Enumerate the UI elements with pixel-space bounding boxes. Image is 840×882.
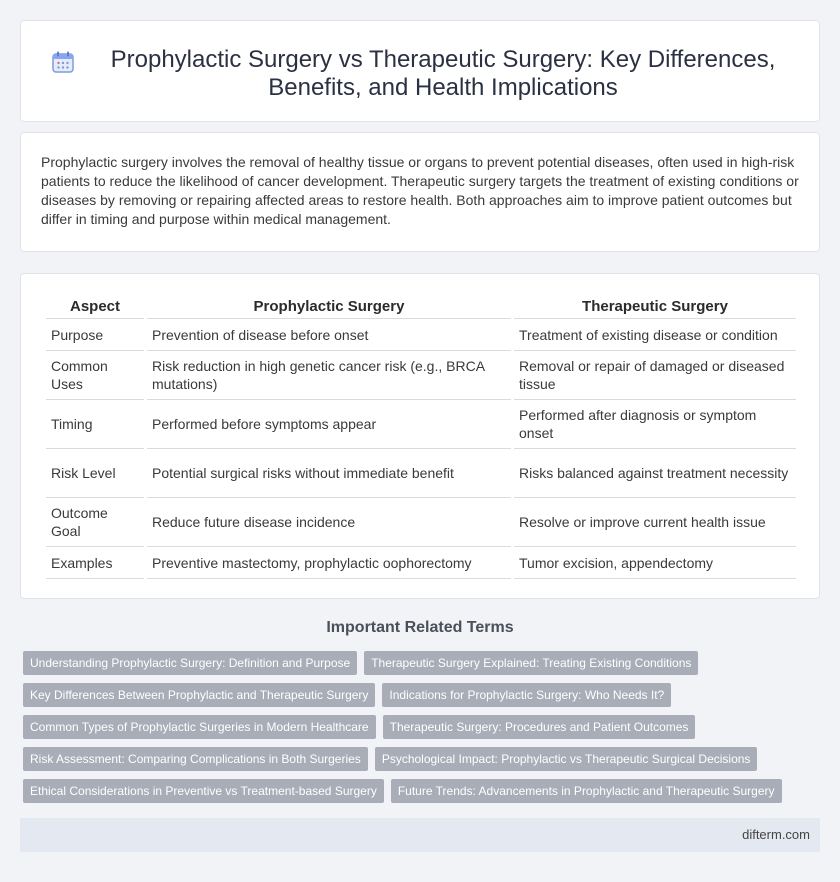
- related-terms-list: [20, 651, 820, 811]
- table-row: [46, 449, 796, 498]
- table-cell-therapeutic: Removal or repair of damaged or diseased tissue: [514, 351, 796, 400]
- comparison-table-card: [20, 273, 820, 599]
- table-cell-aspect: Risk Level: [46, 449, 144, 498]
- table-cell-therapeutic: Tumor excision, appendectomy: [514, 547, 796, 579]
- column-header-aspect: Aspect: [46, 294, 144, 319]
- related-term-link[interactable]: Therapeutic Surgery Explained: Treating Existing Conditions: [364, 651, 698, 675]
- calendar-icon: [51, 50, 75, 74]
- related-term-link[interactable]: Psychological Impact: Prophylactic vs Therapeutic Surgical Decisions: [375, 747, 758, 771]
- intro-card: [20, 132, 820, 252]
- page-title: Prophylactic Surgery vs Therapeutic Surgery: Key Differences, Benefits, and Health Implications: [110, 46, 776, 101]
- related-term-link[interactable]: Risk Assessment: Comparing Complications in Both Surgeries: [23, 747, 368, 771]
- comparison-table: [43, 294, 799, 579]
- table-row: [46, 400, 796, 449]
- table-cell-therapeutic: Risks balanced against treatment necessity: [514, 449, 796, 498]
- table-cell-prophylactic: Risk reduction in high genetic cancer risk (e.g., BRCA mutations): [147, 351, 511, 400]
- related-term-link[interactable]: Ethical Considerations in Preventive vs Treatment-based Surgery: [23, 779, 384, 803]
- related-terms-title: Important Related Terms: [326, 619, 514, 636]
- table-cell-prophylactic: Performed before symptoms appear: [147, 400, 511, 449]
- related-term-link[interactable]: Indications for Prophylactic Surgery: Who Needs It?: [382, 683, 671, 707]
- related-term-link[interactable]: Understanding Prophylactic Surgery: Definition and Purpose: [23, 651, 357, 675]
- table-row: [46, 319, 796, 351]
- header-card: [20, 20, 820, 122]
- table-cell-prophylactic: Preventive mastectomy, prophylactic oophorectomy: [147, 547, 511, 579]
- related-term-link[interactable]: Common Types of Prophylactic Surgeries in Modern Healthcare: [23, 715, 376, 739]
- related-term-link[interactable]: Key Differences Between Prophylactic and Therapeutic Surgery: [23, 683, 375, 707]
- table-cell-prophylactic: Potential surgical risks without immediate benefit: [147, 449, 511, 498]
- footer-site-link[interactable]: difterm.com: [742, 827, 810, 842]
- table-cell-aspect: Outcome Goal: [46, 498, 144, 547]
- table-cell-aspect: Common Uses: [46, 351, 144, 400]
- related-term-link[interactable]: Future Trends: Advancements in Prophylactic and Therapeutic Surgery: [391, 779, 782, 803]
- title-row: [21, 21, 819, 102]
- table-row: [46, 498, 796, 547]
- table-cell-therapeutic: Resolve or improve current health issue: [514, 498, 796, 547]
- footer: [20, 818, 820, 852]
- column-header-prophylactic: Prophylactic Surgery: [147, 294, 511, 319]
- table-cell-prophylactic: Reduce future disease incidence: [147, 498, 511, 547]
- table-row: [46, 547, 796, 579]
- table-cell-therapeutic: Performed after diagnosis or symptom onset: [514, 400, 796, 449]
- column-header-therapeutic: Therapeutic Surgery: [514, 294, 796, 319]
- related-term-link[interactable]: Therapeutic Surgery: Procedures and Patient Outcomes: [383, 715, 696, 739]
- table-cell-aspect: Timing: [46, 400, 144, 449]
- table-cell-prophylactic: Prevention of disease before onset: [147, 319, 511, 351]
- table-cell-aspect: Purpose: [46, 319, 144, 351]
- table-cell-therapeutic: Treatment of existing disease or condition: [514, 319, 796, 351]
- intro-paragraph: Prophylactic surgery involves the removal of healthy tissue or organs to prevent potential diseases, often used in high-risk patients to reduce the likelihood of cancer development. Therapeutic surgery targets the treatment of existing conditions or diseases by removing or repairing affected areas to restore health. Both approaches aim to improve patient outcomes but differ in timing and purpose within medical management.: [41, 154, 799, 227]
- table-header-row: [46, 294, 796, 319]
- table-cell-aspect: Examples: [46, 547, 144, 579]
- table-row: [46, 351, 796, 400]
